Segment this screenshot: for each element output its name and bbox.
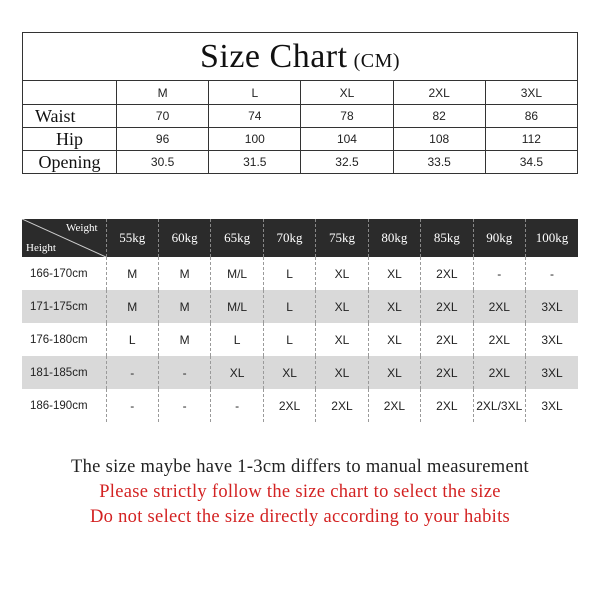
size-cell: 74 <box>209 105 301 128</box>
weight-header-cell: 85kg <box>421 219 473 257</box>
table-cell: XL <box>211 356 263 389</box>
table-cell: L <box>263 323 315 356</box>
table-cell: L <box>106 323 158 356</box>
size-header-row <box>23 81 578 105</box>
height-label: 166-170cm <box>22 257 106 290</box>
size-header-cell: L <box>209 81 301 105</box>
size-cell: 112 <box>485 128 577 151</box>
size-cell: 78 <box>301 105 393 128</box>
size-cell: 96 <box>117 128 209 151</box>
table-cell: 2XL <box>368 389 420 422</box>
table-cell: - <box>158 389 210 422</box>
table-cell: 2XL <box>473 323 525 356</box>
height-label: 181-185cm <box>22 356 106 389</box>
table-cell: - <box>158 356 210 389</box>
table-row <box>22 290 578 323</box>
size-cell: 82 <box>393 105 485 128</box>
note-measurement: The size maybe have 1-3cm differs to manual measurement <box>71 457 529 477</box>
height-label: 176-180cm <box>22 323 106 356</box>
table-cell: 3XL <box>526 356 579 389</box>
size-cell: 32.5 <box>301 151 393 174</box>
table-cell: L <box>211 323 263 356</box>
table-cell: XL <box>316 290 368 323</box>
notes-block <box>0 455 600 530</box>
corner-cell <box>22 219 106 257</box>
table-cell: 2XL <box>421 389 473 422</box>
size-cell: 108 <box>393 128 485 151</box>
table-cell: M <box>106 290 158 323</box>
table-cell: M <box>106 257 158 290</box>
table-cell: L <box>263 290 315 323</box>
size-header-corner <box>23 81 117 105</box>
size-chart-table <box>22 32 578 174</box>
table-cell: 3XL <box>526 290 579 323</box>
table-cell: 3XL <box>526 323 579 356</box>
weight-height-table <box>22 219 578 422</box>
size-header-cell: M <box>117 81 209 105</box>
corner-height-label: Height <box>26 242 56 254</box>
size-chart-unit: (CM) <box>353 49 401 72</box>
size-cell: 30.5 <box>117 151 209 174</box>
table-cell: 2XL <box>473 290 525 323</box>
table-cell: 2XL <box>421 356 473 389</box>
size-header-cell: 3XL <box>485 81 577 105</box>
weight-header-row <box>22 219 578 257</box>
weight-header-cell: 55kg <box>106 219 158 257</box>
table-cell: XL <box>368 290 420 323</box>
table-cell: - <box>473 257 525 290</box>
table-cell: M/L <box>211 290 263 323</box>
table-cell: M <box>158 323 210 356</box>
row-label: Opening <box>23 151 117 174</box>
weight-header-cell: 65kg <box>211 219 263 257</box>
row-label: Waist <box>23 105 117 128</box>
size-cell: 86 <box>485 105 577 128</box>
row-label: Hip <box>23 128 117 151</box>
table-cell: - <box>106 389 158 422</box>
table-cell: 2XL <box>421 323 473 356</box>
size-cell: 33.5 <box>393 151 485 174</box>
table-cell: - <box>526 257 579 290</box>
corner-diagonal <box>22 219 106 257</box>
table-cell: - <box>106 356 158 389</box>
size-cell: 70 <box>117 105 209 128</box>
table-cell: 2XL <box>421 290 473 323</box>
height-label: 186-190cm <box>22 389 106 422</box>
note-follow-chart: Please strictly follow the size chart to select the size <box>99 482 501 502</box>
table-cell: 2XL <box>263 389 315 422</box>
size-cell: 100 <box>209 128 301 151</box>
table-cell: XL <box>316 356 368 389</box>
table-cell: XL <box>316 323 368 356</box>
size-row-hip <box>23 128 578 151</box>
height-label: 171-175cm <box>22 290 106 323</box>
weight-header-cell: 60kg <box>158 219 210 257</box>
table-row <box>22 356 578 389</box>
size-cell: 31.5 <box>209 151 301 174</box>
table-cell: XL <box>368 257 420 290</box>
table-row <box>22 257 578 290</box>
table-cell: 2XL <box>316 389 368 422</box>
size-row-opening <box>23 151 578 174</box>
weight-header-cell: 100kg <box>526 219 579 257</box>
note-habits: Do not select the size directly according to your habits <box>89 507 511 527</box>
table-cell: L <box>263 257 315 290</box>
table-cell: 2XL <box>421 257 473 290</box>
size-chart-title-text: Size Chart <box>199 37 348 75</box>
weight-header-cell: 70kg <box>263 219 315 257</box>
size-cell: 104 <box>301 128 393 151</box>
table-row <box>22 389 578 422</box>
weight-header-cell: 90kg <box>473 219 525 257</box>
table-cell: 2XL/3XL <box>473 389 525 422</box>
table-cell: M <box>158 290 210 323</box>
size-chart-title <box>23 33 578 81</box>
corner-weight-label: Weight <box>66 222 98 234</box>
table-cell: XL <box>368 356 420 389</box>
size-cell: 34.5 <box>485 151 577 174</box>
table-cell: 2XL <box>473 356 525 389</box>
table-cell: XL <box>263 356 315 389</box>
size-row-waist <box>23 105 578 128</box>
weight-header-cell: 75kg <box>316 219 368 257</box>
size-header-cell: 2XL <box>393 81 485 105</box>
table-row <box>22 323 578 356</box>
table-cell: XL <box>368 323 420 356</box>
weight-header-cell: 80kg <box>368 219 420 257</box>
table-cell: - <box>211 389 263 422</box>
table-cell: 3XL <box>526 389 579 422</box>
table-cell: M/L <box>211 257 263 290</box>
table-cell: M <box>158 257 210 290</box>
size-header-cell: XL <box>301 81 393 105</box>
table-cell: XL <box>316 257 368 290</box>
